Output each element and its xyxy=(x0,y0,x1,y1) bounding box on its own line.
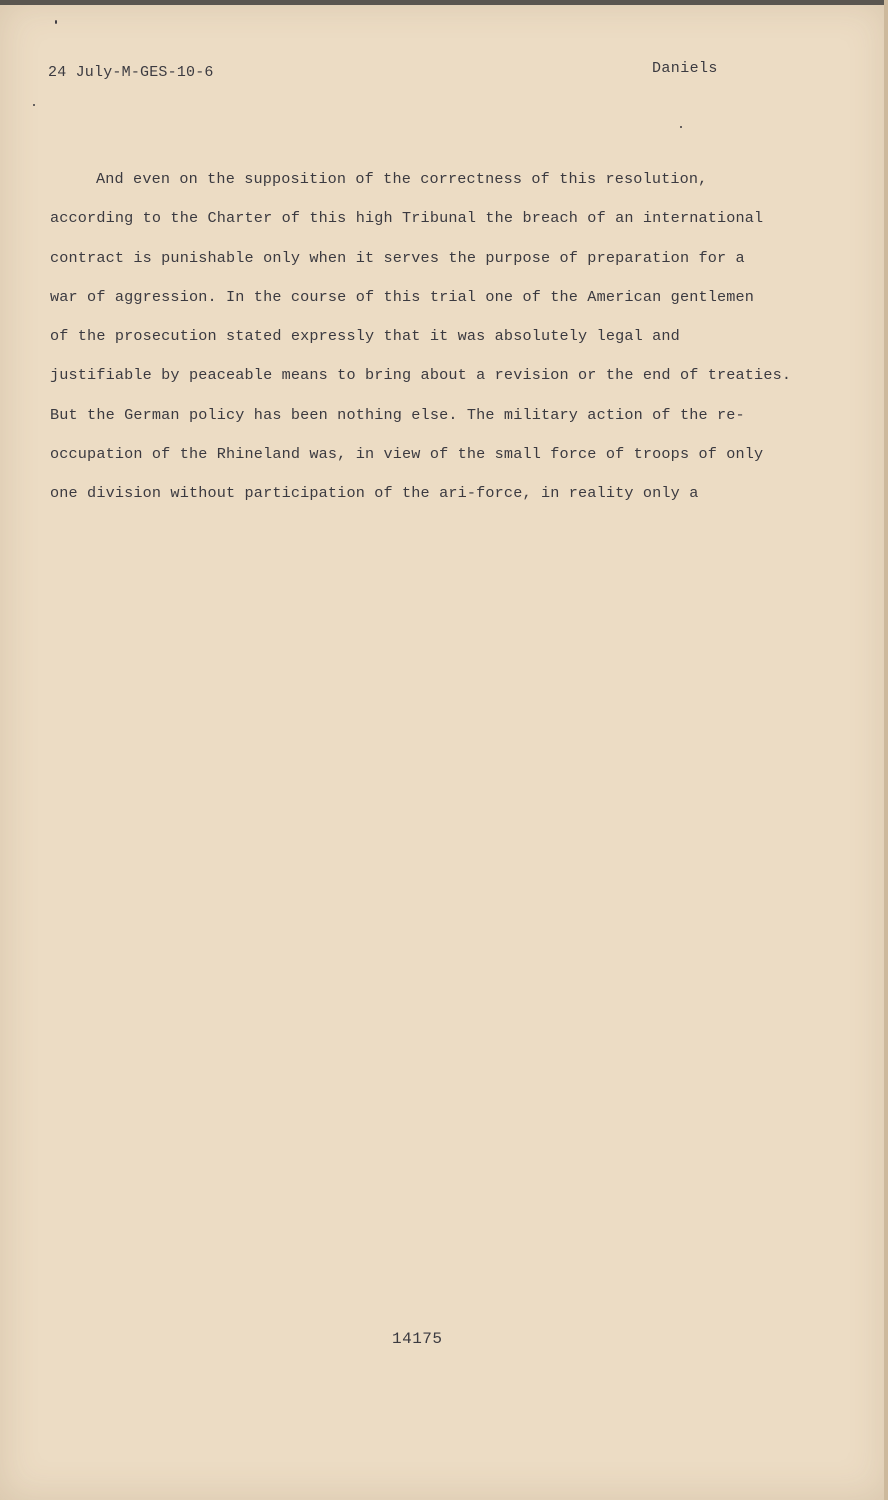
ink-speck xyxy=(55,20,57,24)
page-right-edge xyxy=(884,0,888,1500)
ink-speck xyxy=(680,126,682,128)
page-top-edge xyxy=(0,0,888,5)
transcript-line: of the prosecution stated expressly that it was absolutely legal and xyxy=(50,327,680,346)
transcript-line: occupation of the Rhineland was, in view of the small force of troops of only xyxy=(50,445,764,464)
document-reference: 24 July-M-GES-10-6 xyxy=(48,64,214,81)
page-number: 14175 xyxy=(392,1330,443,1348)
transcript-line: war of aggression. In the course of this trial one of the American gentlemen xyxy=(50,287,755,306)
ink-speck xyxy=(33,104,35,106)
transcript-line: But the German policy has been nothing else. The military action of the re- xyxy=(50,405,745,424)
transcript-line: contract is punishable only when it serves the purpose of preparation for a xyxy=(50,248,745,267)
transcript-body xyxy=(50,160,820,514)
reporter-name: Daniels xyxy=(652,60,718,77)
transcript-line: according to the Charter of this high Tribunal the breach of an international xyxy=(50,209,764,228)
transcript-line: justifiable by peaceable means to bring about a revision or the end of treaties. xyxy=(50,366,792,385)
transcript-line: And even on the supposition of the correctness of this resolution, xyxy=(96,170,708,188)
transcript-line: one division without participation of the ari-force, in reality only a xyxy=(50,484,699,503)
